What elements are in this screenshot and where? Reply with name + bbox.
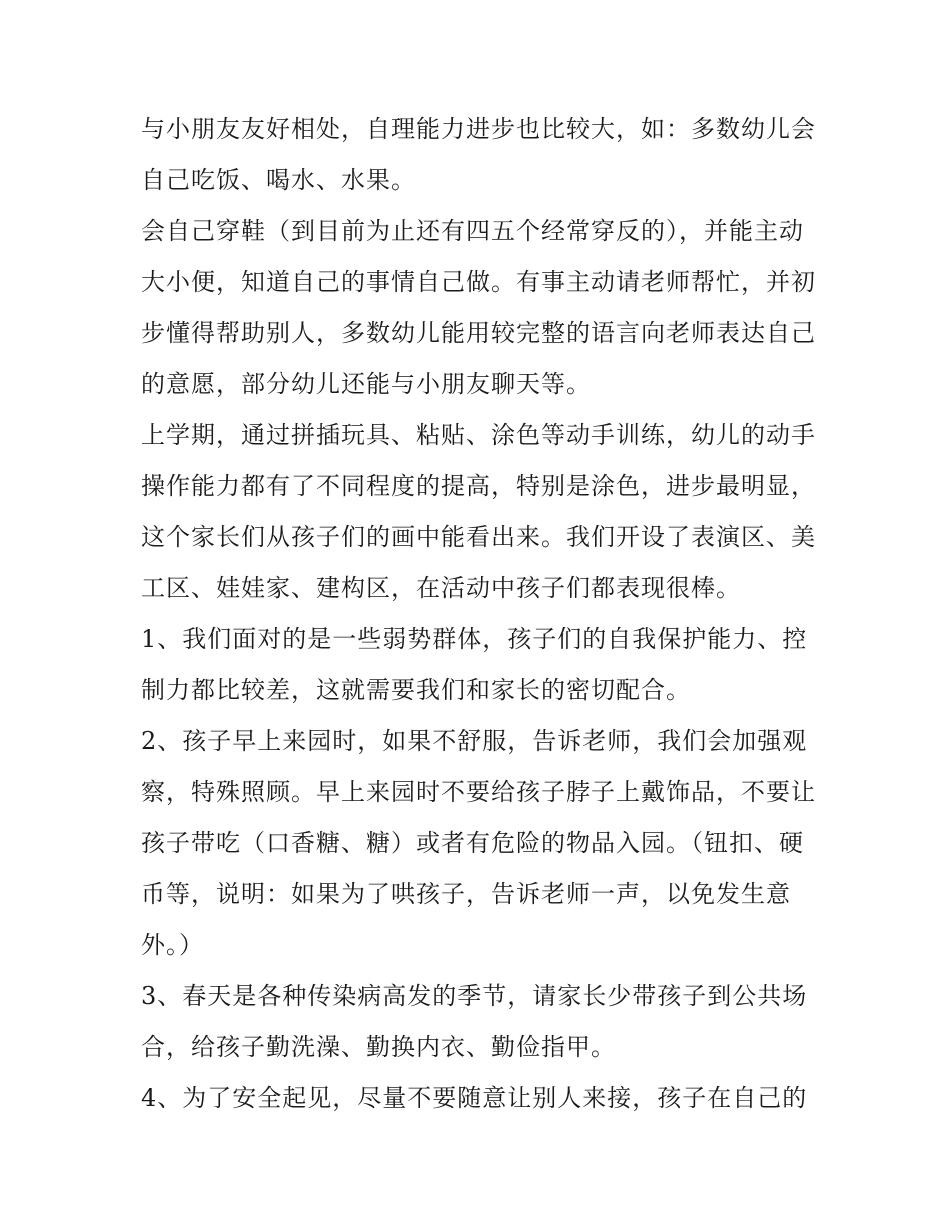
text-line: 察，特殊照顾。早上来园时不要给孩子脖子上戴饰品，不要让 — [141, 778, 816, 806]
document-body — [141, 112, 821, 1132]
text-line: 上学期，通过拼插玩具、粘贴、涂色等动手训练，幼儿的动手 — [141, 421, 816, 449]
text-line: 与小朋友友好相处，自理能力进步也比较大，如：多数幼儿会 — [141, 115, 816, 143]
text-line: 币等，说明：如果为了哄孩子，告诉老师一声，以免发生意 — [141, 880, 791, 908]
text-line: 操作能力都有了不同程度的提高，特别是涂色，进步最明显， — [141, 472, 816, 500]
text-line: 大小便，知道自己的事情自己做。有事主动请老师帮忙，并初 — [141, 268, 816, 296]
text-line: 1、我们面对的是一些弱势群体，孩子们的自我保护能力、控 — [141, 625, 808, 653]
text-line: 的意愿，部分幼儿还能与小朋友聊天等。 — [141, 370, 591, 398]
text-line: 这个家长们从孩子们的画中能看出来。我们开设了表演区、美 — [141, 523, 816, 551]
text-line: 会自己穿鞋（到目前为止还有四五个经常穿反的），并能主动 — [141, 217, 804, 245]
text-line: 4、为了安全起见，尽量不要随意让别人来接，孩子在自己的 — [141, 1084, 808, 1112]
text-line: 3、春天是各种传染病高发的季节，请家长少带孩子到公共场 — [141, 982, 808, 1010]
text-line: 工区、娃娃家、建构区，在活动中孩子们都表现很棒。 — [141, 574, 741, 602]
text-line: 合，给孩子勤洗澡、勤换内衣、勤俭指甲。 — [141, 1033, 616, 1061]
text-line: 外。） — [141, 931, 204, 959]
text-line: 步懂得帮助别人，多数幼儿能用较完整的语言向老师表达自己 — [141, 319, 816, 347]
text-line: 制力都比较差，这就需要我们和家长的密切配合。 — [141, 676, 691, 704]
text-line: 2、孩子早上来园时，如果不舒服，告诉老师，我们会加强观 — [141, 727, 808, 755]
text-line: 孩子带吃（口香糖、糖）或者有危险的物品入园。（钮扣、硬 — [141, 829, 804, 857]
text-line: 自己吃饭、喝水、水果。 — [141, 166, 416, 194]
